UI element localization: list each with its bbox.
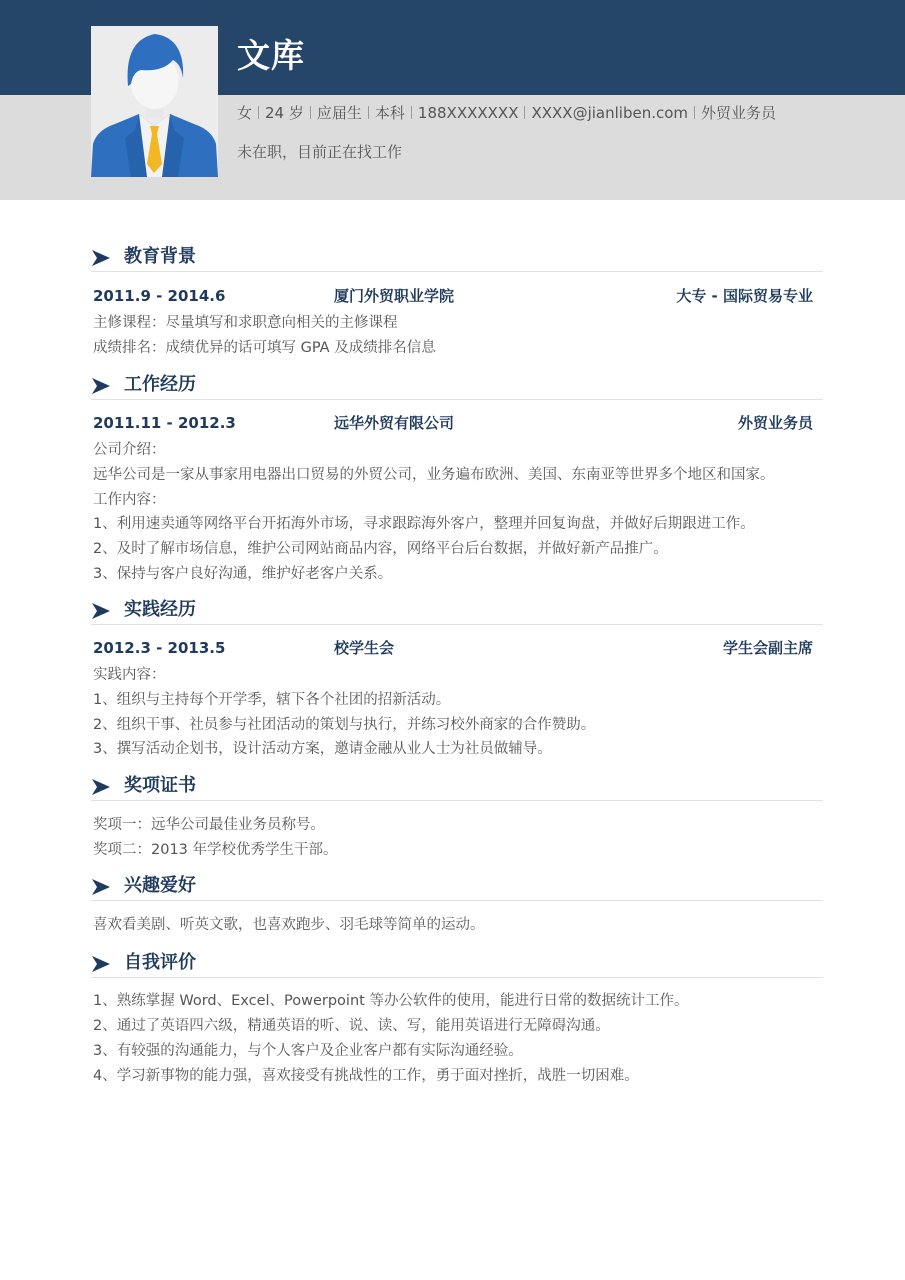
text-line: 奖项二：2013 年学校优秀学生干部。 [93, 842, 338, 858]
contact-divider [524, 106, 525, 119]
contact-divider [411, 106, 412, 119]
text-line: 2、组织干事、社员参与社团活动的策划与执行，并练习校外商家的合作赞助。 [93, 717, 596, 733]
text-line: 3、撰写活动企划书，设计活动方案，邀请金融从业人士为社员做辅导。 [93, 741, 552, 757]
section-practice-header [91, 599, 823, 625]
practice-entry [93, 638, 813, 658]
work-entry [93, 413, 813, 433]
contact-gender: 女 [237, 104, 253, 122]
section-work-header [91, 374, 823, 400]
section-self-eval-header [91, 952, 823, 978]
entry-date: 2011.11 - 2012.3 [93, 414, 236, 432]
entry-role: 学生会副主席 [722, 639, 813, 657]
contact-identity: 应届生 [316, 104, 362, 122]
entry-organization: 厦门外贸职业学院 [334, 287, 455, 305]
text-line: 4、学习新事物的能力强，喜欢接受有挑战性的工作，勇于面对挫折，战胜一切困难。 [93, 1068, 639, 1084]
text-line: 远华公司是一家从事家用电器出口贸易的外贸公司，业务遍布欧洲、美国、东南亚等世界多个地区和国家。 [93, 467, 775, 483]
job-status: 未在职，目前正在找工作 [237, 143, 403, 161]
text-line: 实践内容： [93, 667, 166, 683]
contact-job-target: 外贸业务员 [701, 104, 777, 122]
contact-divider [694, 106, 695, 119]
entry-organization: 校学生会 [334, 639, 395, 657]
section-title: 奖项证书 [124, 775, 196, 796]
chevron-arrow-icon [92, 956, 110, 972]
text-line: 2、通过了英语四六级，精通英语的听、说、读、写，能用英语进行无障碍沟通。 [93, 1018, 610, 1034]
text-line: 1、组织与主持每个开学季，辖下各个社团的招新活动。 [93, 692, 451, 708]
chevron-arrow-icon [92, 250, 110, 266]
text-line: 主修课程：尽量填写和求职意向相关的主修课程 [93, 315, 398, 331]
text-line: 1、利用速卖通等网络平台开拓海外市场，寻求跟踪海外客户，整理并回复询盘，并做好后期跟进工作。 [93, 516, 755, 532]
chevron-arrow-icon [92, 603, 110, 619]
section-title: 教育背景 [124, 246, 196, 267]
entry-organization: 远华外贸有限公司 [334, 414, 455, 432]
text-line: 3、保持与客户良好沟通，维护好老客户关系。 [93, 566, 393, 582]
section-hobbies-header [91, 875, 823, 901]
contact-email: XXXX@jianliben.com [531, 103, 689, 122]
section-title: 自我评价 [124, 952, 196, 973]
contact-phone: 188XXXXXXX [417, 103, 519, 122]
contact-divider [310, 106, 311, 119]
contact-divider [258, 106, 259, 119]
section-awards-header [91, 775, 823, 801]
text-line: 3、有较强的沟通能力，与个人客户及企业客户都有实际沟通经验。 [93, 1043, 523, 1059]
education-entry [93, 286, 813, 306]
text-line: 工作内容： [93, 492, 166, 508]
entry-date: 2012.3 - 2013.5 [93, 639, 226, 657]
entry-role: 外贸业务员 [737, 414, 813, 432]
chevron-arrow-icon [92, 378, 110, 394]
entry-role: 大专 - 国际贸易专业 [676, 287, 813, 305]
candidate-name: 文库 [237, 36, 305, 75]
section-education-header [91, 246, 823, 272]
contact-age: 24 岁 [265, 104, 304, 122]
text-line: 公司介绍： [93, 442, 166, 458]
text-line: 1、熟练掌握 Word、Excel、Powerpoint 等办公软件的使用，能进行日常的数据统计工作。 [93, 993, 689, 1009]
chevron-arrow-icon [92, 779, 110, 795]
section-title: 工作经历 [124, 374, 196, 395]
text-line: 奖项一：远华公司最佳业务员称号。 [93, 817, 325, 833]
text-line: 喜欢看美剧、听英文歌，也喜欢跑步、羽毛球等简单的运动。 [93, 917, 485, 933]
avatar [91, 26, 218, 177]
contact-divider [368, 106, 369, 119]
chevron-arrow-icon [92, 879, 110, 895]
section-title: 实践经历 [124, 599, 196, 620]
text-line: 成绩排名：成绩优异的话可填写 GPA 及成绩排名信息 [93, 340, 436, 356]
entry-date: 2011.9 - 2014.6 [93, 287, 226, 305]
contact-info [237, 102, 776, 123]
text-line: 2、及时了解市场信息，维护公司网站商品内容，网络平台后台数据，并做好新产品推广。 [93, 541, 668, 557]
contact-degree: 本科 [374, 104, 405, 122]
section-title: 兴趣爱好 [124, 875, 196, 896]
